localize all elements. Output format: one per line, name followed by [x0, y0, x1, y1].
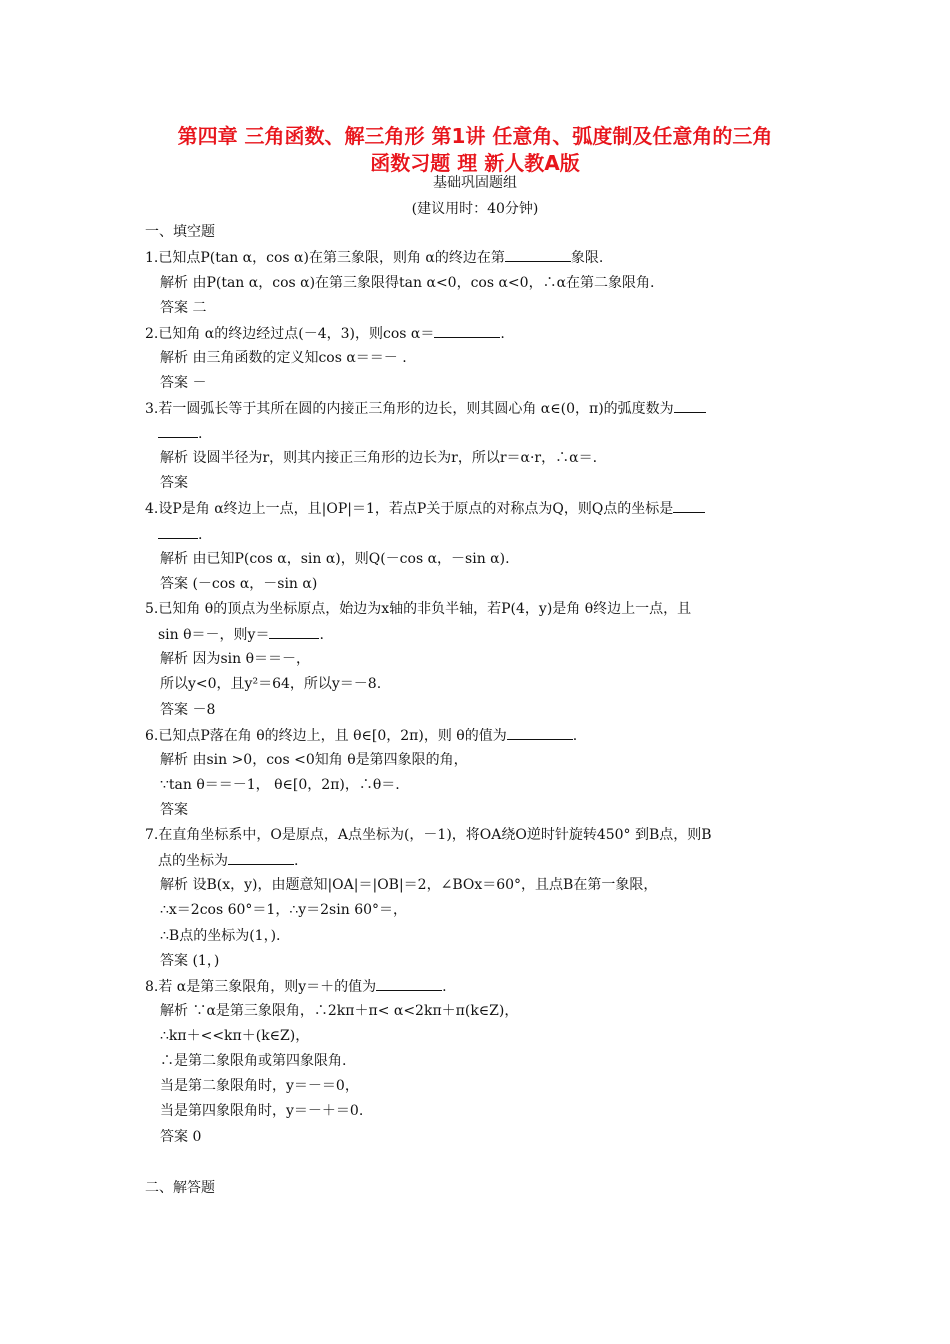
question-8-stem: 8.若 α是第三象限角，则y＝＋的值为 .	[145, 976, 447, 997]
question-4-analysis: 解析 由已知P(cos α，sin α)，则Q(－cos α，－sin α).	[160, 551, 510, 567]
question-4-answer: 答案 (－cos α，－sin α)	[160, 576, 318, 592]
question-8-analysis: 解析 ∵α是第三象限角，∴2kπ＋π< α<2kπ＋π(k∈Z)，	[160, 1003, 519, 1019]
question-5-analysis: 解析 因为sin θ＝＝－，	[160, 651, 311, 667]
question-8-analysis-4: 当是第二象限角时，y＝－＝0，	[160, 1078, 359, 1094]
answer-blank	[269, 624, 319, 639]
question-3-stem-cont: .	[158, 423, 202, 444]
question-6-analysis: 解析 由sin >0，cos <0知角 θ是第四象限的角，	[160, 752, 468, 768]
question-6-analysis-2: ∵tan θ＝＝－1， θ∈[0，2π)，∴θ＝.	[160, 777, 400, 793]
question-5-answer: 答案 －8	[160, 702, 216, 718]
question-7-stem: 7.在直角坐标系中，O是原点，A点坐标为(，－1)，将OA绕O逆时针旋转450° 到B点，则B	[145, 827, 712, 843]
answer-blank	[674, 398, 706, 413]
title-line-2: 函数习题 理 新人教A版	[370, 151, 580, 175]
question-6-answer: 答案	[160, 802, 188, 818]
question-1-stem: 1.已知点P(tan α，cos α)在第三象限，则角 α的终边在第 象限.	[145, 247, 603, 268]
question-8-answer: 答案 0	[160, 1129, 202, 1145]
answer-blank	[228, 850, 294, 865]
section-heading-fill-blank: 一、填空题	[145, 224, 215, 240]
answer-blank	[505, 247, 571, 262]
answer-blank	[376, 976, 442, 991]
answer-blank-cont	[158, 524, 198, 539]
document-title	[130, 123, 820, 177]
question-5-analysis-2: 所以y<0，且y²＝64，所以y＝－8.	[160, 676, 382, 692]
question-5-stem-cont: sin θ＝－，则y＝ .	[158, 624, 324, 645]
question-3-stem: 3.若一圆弧长等于其所在圆的内接正三角形的边长，则其圆心角 α∈(0，π)的弧度数为	[145, 398, 706, 419]
question-8-analysis-5: 当是第四象限角时，y＝－＋＝0.	[160, 1103, 364, 1119]
question-7-stem-cont: 点的坐标为 .	[158, 850, 298, 871]
question-4-stem: 4.设P是角 α终边上一点，且|OP|＝1，若点P关于原点的对称点为Q，则Q点的坐标是	[145, 498, 705, 519]
question-8-analysis-2: ∴kπ＋<<kπ＋(k∈Z)，	[160, 1028, 310, 1044]
question-2-answer: 答案 －	[160, 375, 207, 391]
question-7-analysis: 解析 设B(x，y)，由题意知|OA|＝|OB|＝2，∠BOx＝60°，且点B在第一象限，	[160, 877, 658, 893]
question-3-answer: 答案	[160, 475, 188, 491]
question-1-answer: 答案 二	[160, 300, 207, 316]
question-3-analysis: 解析 设圆半径为r，则其内接正三角形的边长为r，所以r＝α·r，∴α＝.	[160, 450, 598, 466]
answer-blank	[507, 725, 573, 740]
question-7-answer: 答案 (1，)	[160, 953, 220, 969]
question-1-analysis: 解析 由P(tan α，cos α)在第三象限得tan α<0，cos α<0，∴α在第二象限角.	[160, 275, 655, 291]
answer-blank-cont	[158, 423, 198, 438]
question-7-analysis-3: ∴B点的坐标为(1，).	[160, 928, 281, 944]
title-line-1: 第四章 三角函数、解三角形 第1讲 任意角、弧度制及任意角的三角	[177, 124, 773, 148]
question-7-analysis-2: ∴x＝2cos 60°＝1，∴y＝2sin 60°＝，	[160, 902, 408, 918]
question-6-stem: 6.已知点P落在角 θ的终边上，且 θ∈[0，2π)，则 θ的值为 .	[145, 725, 577, 746]
question-4-stem-cont: .	[158, 524, 202, 545]
question-2-analysis: 解析 由三角函数的定义知cos α＝＝－ .	[160, 350, 407, 366]
section-heading-solutions: 二、解答题	[145, 1180, 215, 1196]
answer-blank	[434, 323, 500, 338]
group-label: 基础巩固题组	[433, 175, 517, 191]
question-8-analysis-3: ∴是第二象限角或第四象限角.	[160, 1053, 347, 1069]
question-5-stem: 5.已知角 θ的顶点为坐标原点，始边为x轴的非负半轴，若P(4，y)是角 θ终边上一点，且	[145, 601, 692, 617]
time-hint: (建议用时：40分钟)	[411, 201, 539, 217]
answer-blank	[673, 498, 705, 513]
question-2-stem: 2.已知角 α的终边经过点(－4，3)，则cos α＝ .	[145, 323, 505, 344]
